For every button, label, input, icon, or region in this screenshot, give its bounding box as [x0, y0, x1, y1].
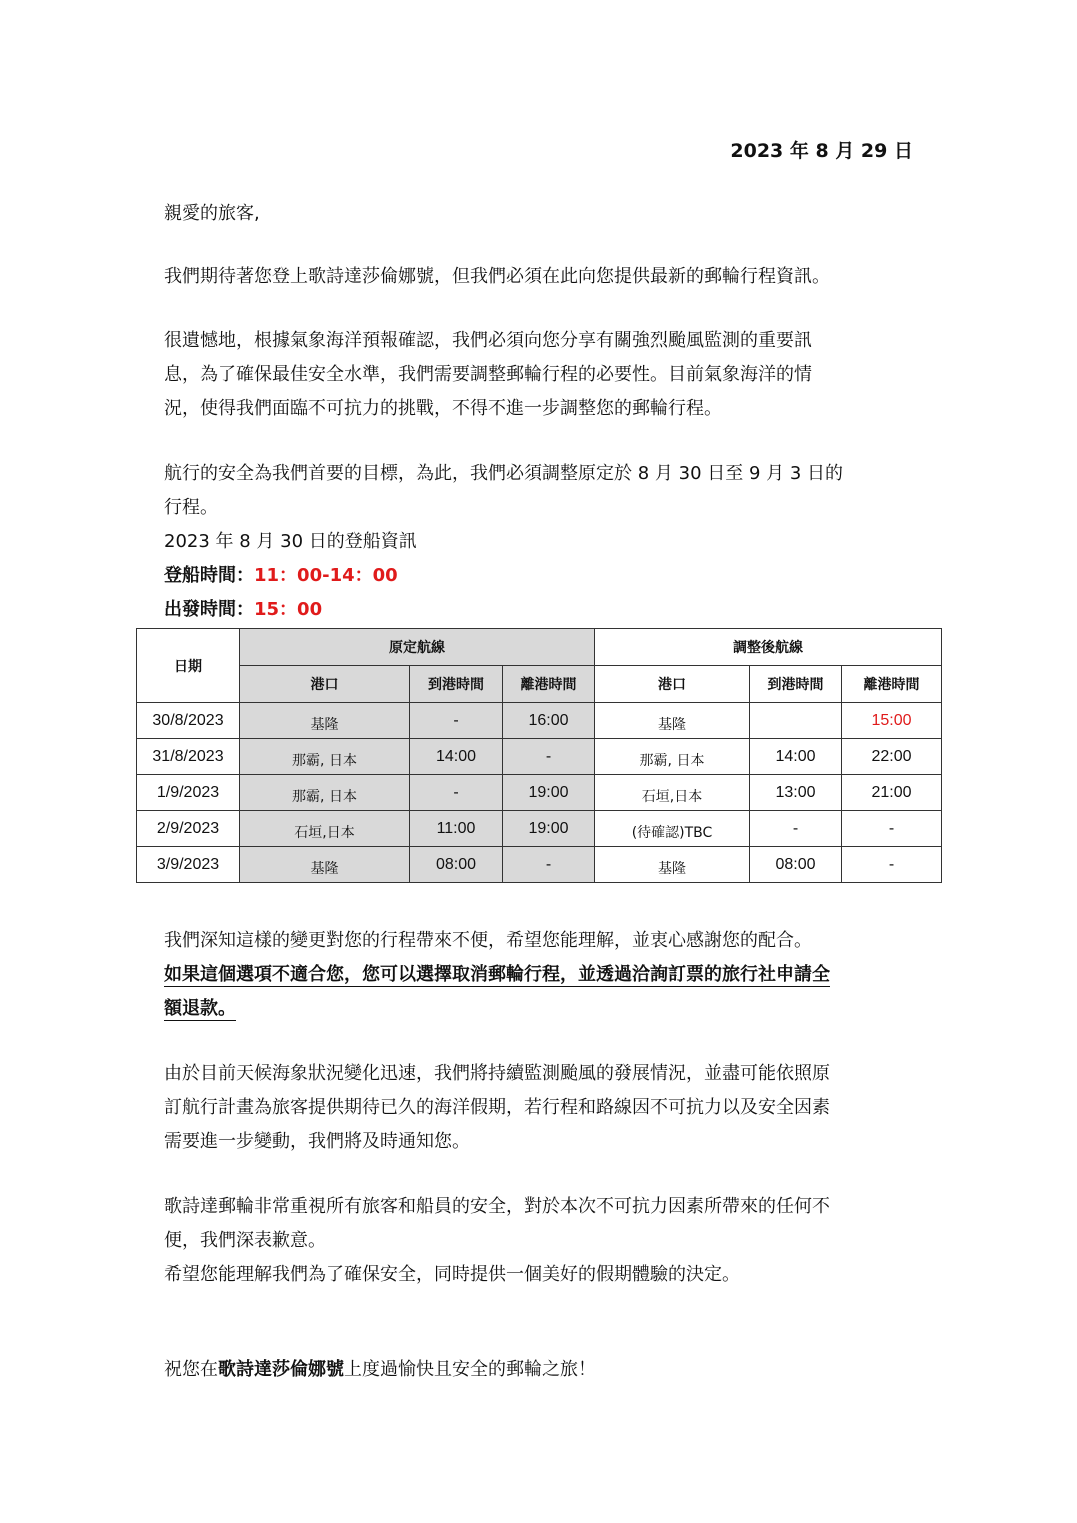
adjusted-route-header: 調整後航線: [595, 629, 942, 666]
paragraph-line: 便，我們深表歉意。: [164, 1230, 326, 1251]
adjusted-port-cell: 石垣,日本: [595, 775, 750, 811]
paragraph-line: 航行的安全為我們首要的目標，為此，我們必須調整原定於 8 月 30 日至 9 月 3 日的: [164, 463, 844, 484]
table-row: [137, 847, 942, 883]
original-arrival-cell: -: [410, 775, 503, 811]
refund-notice: [164, 958, 830, 1026]
adjusted-port-cell: 那霸, 日本: [595, 739, 750, 775]
safety-apology-paragraph: [164, 1190, 830, 1292]
closing-line: [164, 1353, 596, 1387]
date-cell: 2/9/2023: [137, 811, 240, 847]
adjusted-departure-cell: -: [842, 847, 942, 883]
table-row: [137, 739, 942, 775]
monitoring-paragraph: [164, 1057, 830, 1159]
adjusted-departure-header: 離港時間: [842, 666, 942, 703]
departure-time-line: [164, 593, 843, 627]
adjusted-port-cell: 基隆: [595, 847, 750, 883]
paragraph-line: 由於目前天候海象狀況變化迅速，我們將持續監測颱風的發展情況，並盡可能依照原: [164, 1063, 830, 1084]
paragraph-line: 歌詩達郵輪非常重視所有旅客和船員的安全，對於本次不可抗力因素所帶來的任何不: [164, 1196, 830, 1217]
original-departure-cell: -: [503, 739, 595, 775]
letter-date: 2023 年 8 月 29 日: [730, 140, 913, 162]
adjusted-arrival-cell: [750, 703, 842, 739]
original-arrival-cell: 08:00: [410, 847, 503, 883]
paragraph-line: 行程。: [164, 497, 218, 518]
adjusted-departure-cell: -: [842, 811, 942, 847]
original-port-header: 港口: [240, 666, 410, 703]
adjusted-arrival-cell: 14:00: [750, 739, 842, 775]
apology-paragraph: 我們深知這樣的變更對您的行程帶來不便，希望您能理解，並衷心感謝您的配合。: [164, 930, 812, 951]
adjusted-arrival-cell: 08:00: [750, 847, 842, 883]
ship-name: 歌詩達莎倫娜號: [218, 1359, 344, 1380]
paragraph-line: 況，使得我們面臨不可抗力的挑戰，不得不進一步調整您的郵輪行程。: [164, 398, 722, 419]
original-port-cell: 石垣,日本: [240, 811, 410, 847]
typhoon-paragraph: [164, 324, 812, 426]
table-row: [137, 775, 942, 811]
boarding-time-line: [164, 559, 843, 593]
original-departure-cell: 19:00: [503, 775, 595, 811]
paragraph-line: 希望您能理解我們為了確保安全，同時提供一個美好的假期體驗的決定。: [164, 1264, 740, 1285]
adjusted-arrival-header: 到港時間: [750, 666, 842, 703]
boarding-time-value: 11：00-14：00: [254, 565, 398, 586]
closing-suffix: 上度過愉快且安全的郵輪之旅！: [344, 1359, 596, 1380]
adjusted-departure-cell: 21:00: [842, 775, 942, 811]
original-departure-header: 離港時間: [503, 666, 595, 703]
paragraph-line: 息，為了確保最佳安全水準，我們需要調整郵輪行程的必要性。目前氣象海洋的情: [164, 364, 812, 385]
adjusted-arrival-cell: 13:00: [750, 775, 842, 811]
original-port-cell: 那霸, 日本: [240, 775, 410, 811]
original-port-cell: 基隆: [240, 703, 410, 739]
adjusted-departure-cell: 22:00: [842, 739, 942, 775]
original-arrival-cell: 14:00: [410, 739, 503, 775]
original-route-header: 原定航線: [240, 629, 595, 666]
original-arrival-header: 到港時間: [410, 666, 503, 703]
departure-time-value: 15：00: [254, 599, 323, 620]
boarding-info-title: 2023 年 8 月 30 日的登船資訊: [164, 531, 417, 552]
table-row: [137, 703, 942, 739]
adjusted-departure-cell: 15:00: [842, 703, 942, 739]
greeting: 親愛的旅客,: [164, 203, 260, 224]
original-arrival-cell: 11:00: [410, 811, 503, 847]
adjusted-port-cell: (待確認)TBC: [595, 811, 750, 847]
original-departure-cell: 19:00: [503, 811, 595, 847]
table-row: [137, 811, 942, 847]
date-header: 日期: [137, 629, 240, 703]
adjusted-arrival-cell: -: [750, 811, 842, 847]
paragraph-line: 需要進一步變動，我們將及時通知您。: [164, 1131, 470, 1152]
date-cell: 30/8/2023: [137, 703, 240, 739]
original-departure-cell: -: [503, 847, 595, 883]
boarding-time-label: 登船時間：: [164, 565, 254, 586]
itinerary-table: [136, 628, 942, 883]
paragraph-line: 訂航行計畫為旅客提供期待已久的海洋假期，若行程和路線因不可抗力以及安全因素: [164, 1097, 830, 1118]
date-cell: 1/9/2023: [137, 775, 240, 811]
adjusted-port-cell: 基隆: [595, 703, 750, 739]
date-cell: 3/9/2023: [137, 847, 240, 883]
departure-time-label: 出發時間：: [164, 599, 254, 620]
original-port-cell: 基隆: [240, 847, 410, 883]
refund-line: 如果這個選項不適合您，您可以選擇取消郵輪行程，並透過洽詢訂票的旅行社申請全: [164, 964, 830, 985]
safety-paragraph: [164, 457, 843, 627]
adjusted-port-header: 港口: [595, 666, 750, 703]
original-port-cell: 那霸, 日本: [240, 739, 410, 775]
intro-paragraph: 我們期待著您登上歌詩達莎倫娜號，但我們必須在此向您提供最新的郵輪行程資訊。: [164, 266, 830, 287]
refund-line: 額退款。: [164, 998, 236, 1019]
original-departure-cell: 16:00: [503, 703, 595, 739]
closing-prefix: 祝您在: [164, 1359, 218, 1380]
date-cell: 31/8/2023: [137, 739, 240, 775]
paragraph-line: 很遺憾地，根據氣象海洋預報確認，我們必須向您分享有關強烈颱風監測的重要訊: [164, 330, 812, 351]
original-arrival-cell: -: [410, 703, 503, 739]
